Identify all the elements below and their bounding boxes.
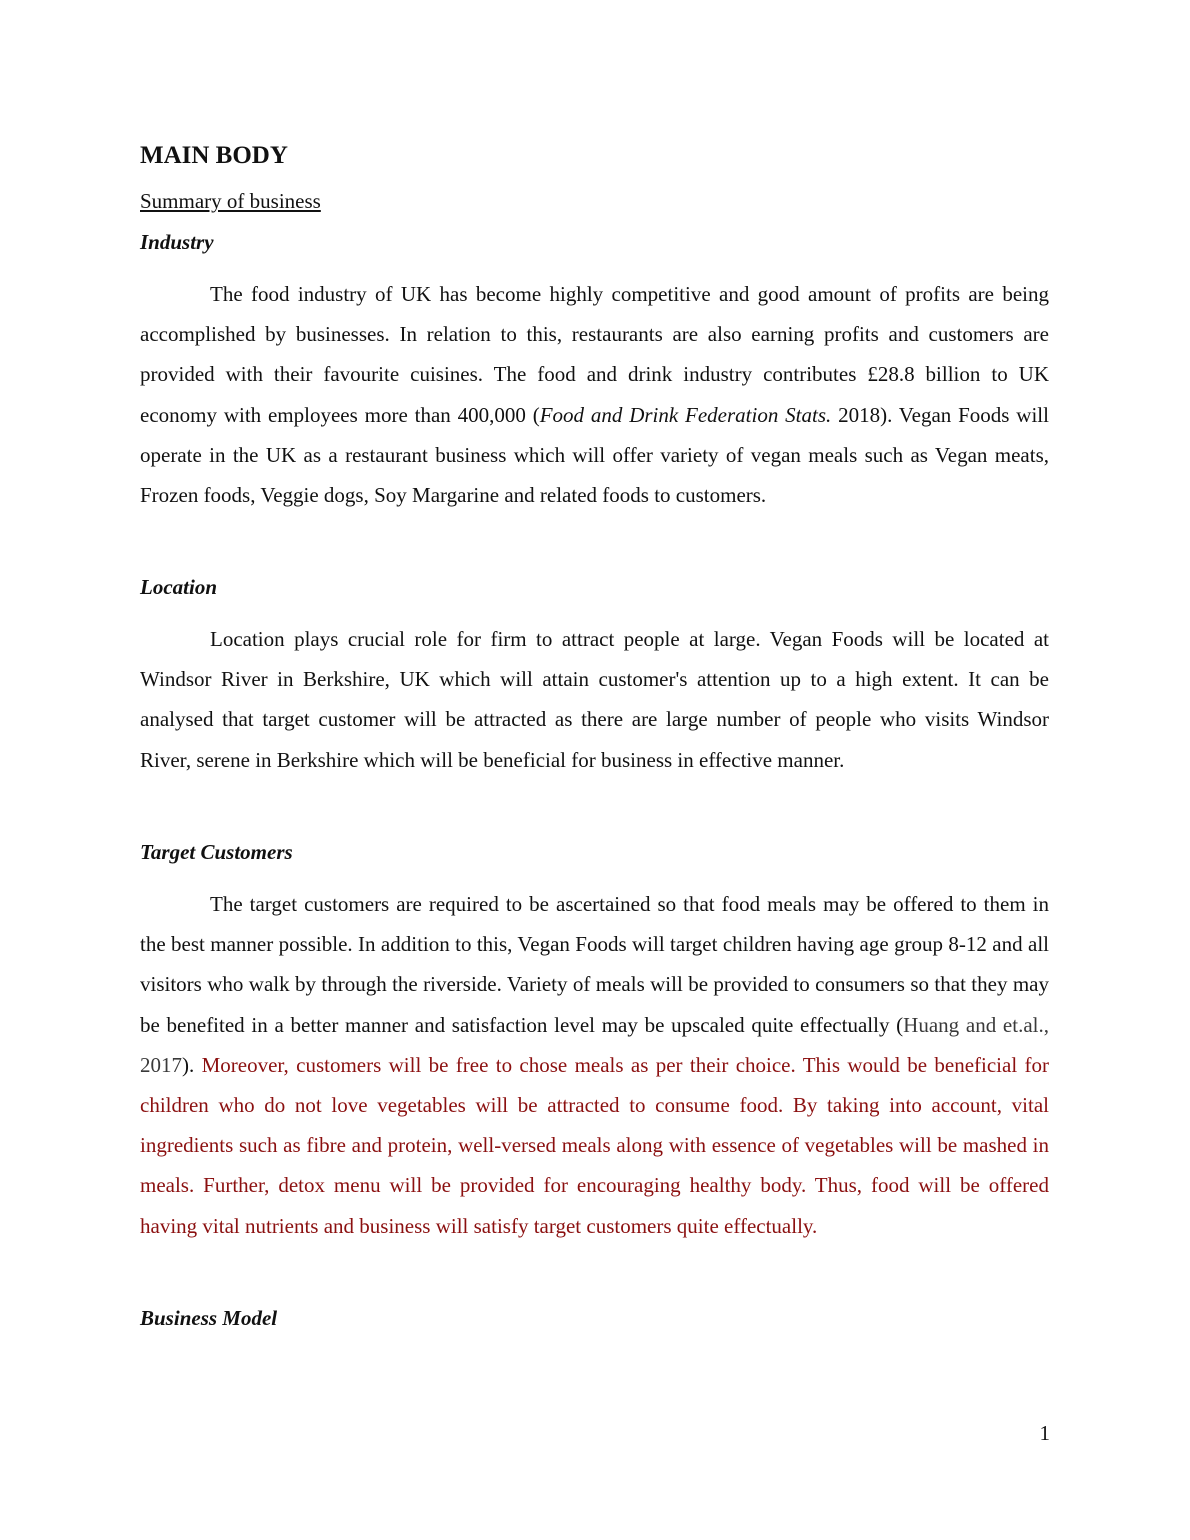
text: ). — [182, 1052, 202, 1077]
revised-text: Moreover, customers will be free to chose meals as per their choice. This would be beneficial for children who do not love vegetables will be attracted to consume food. By taking into account, vital ingredients such as fibre and protein, well-versed meals along with essence of vegetables will be mashed in meals. Further, detox menu will be provided for encouraging healthy body. Thus, food will be offered having vital nutrients and business will satisfy target customers quite effectually. — [140, 1052, 1049, 1238]
main-heading: MAIN BODY — [140, 142, 288, 169]
text: The target customers are required to be ascertained so that food meals may be offered to them in the best manner possible. In addition to this, Vegan Foods will target children having age group 8-12 and all visitors who walk by through the riverside. Variety of meals will be provided to consumers so that they may be benefited in a better manner and satisfaction level may be upscaled quite effectually ( — [140, 892, 1049, 1037]
paragraph-location: Location plays crucial role for firm to attract people at large. Vegan Foods will be located at Windsor River in Berkshire, UK which will attain customer's attention up to a high extent. It can be analysed that target customer will be attracted as there are large number of people who visits Windsor River, serene in Berkshire which will be beneficial for business in effective manner. — [140, 627, 1049, 772]
paragraph-target-customers — [140, 884, 1049, 1246]
heading-target-customers: Target Customers — [140, 840, 293, 864]
heading-location: Location — [140, 575, 217, 599]
heading-industry: Industry — [140, 230, 214, 254]
text: The food industry of UK has become highly competitive and good amount of profits are being accomplished by businesses. In relation to this, restaurants are also earning profits and customers are provided with their favourite cuisines. The food and drink industry contributes £28.8 billion to UK economy with employees more than 400,000 ( — [140, 282, 1049, 427]
text: 2018). Vegan Foods will operate in the UK as a restaurant business which will offer variety of vegan meals such as Vegan meats, Frozen foods, Veggie dogs, Soy Margarine and related foods to customers. — [140, 402, 1049, 508]
page-number: 1 — [1039, 1421, 1050, 1445]
citation: Huang and et.al., 2017 — [140, 1012, 1049, 1077]
section-subheading: Summary of business — [140, 189, 321, 213]
heading-business-model: Business Model — [140, 1306, 278, 1330]
paragraph-industry — [140, 274, 1049, 515]
citation: Food and Drink Federation Stats. — [539, 402, 832, 427]
